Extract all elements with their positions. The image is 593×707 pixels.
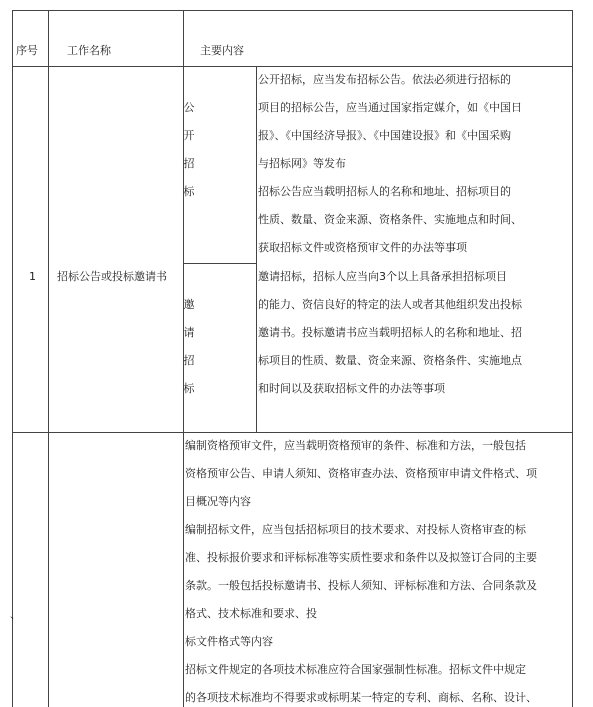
- sub2-line: 邀请招标，招标人应当向3个以上具备承担招标项目: [258, 270, 507, 283]
- sub2-line: 的能力、资信良好的特定的法人或者其他组织发出投标: [258, 298, 522, 311]
- row2-line: 资格预审公告、申请人须知、资格审查办法、资格预审申请文件格式、项: [185, 467, 537, 480]
- row2-line: 编制招标文件，应当包括招标项目的技术要求、对投标人资格审查的标: [185, 523, 526, 536]
- sub1-line: 获取招标文件或资格预审文件的办法等事项: [258, 241, 467, 254]
- row2-line: 准、投标报价要求和评标标准等实质性要求和条件以及拟签订合同的主要: [185, 551, 537, 564]
- col-divider-sublabel: [256, 66, 257, 432]
- row1-seq: 1: [29, 270, 36, 283]
- sub1-label-char: 开: [183, 129, 195, 142]
- row2-line: 招标文件规定的各项技术标准应符合国家强制性标准。招标文件中规定: [185, 663, 526, 676]
- sub1-line: 与招标网》等发布: [258, 157, 346, 170]
- sub2-line: 邀请书。投标邀请书应当载明招标人的名称和地址、招: [258, 326, 522, 339]
- subrow-divider: [183, 263, 256, 264]
- row1-name: 招标公告或投标邀请书: [57, 270, 167, 283]
- row2-mark: 、: [10, 608, 21, 621]
- table-left-border: [12, 10, 13, 707]
- sub2-label-char: 招: [183, 354, 195, 367]
- row2-line: 编制资格预审文件，应当载明资格预审的条件、标准和方法，一般包括: [185, 439, 526, 452]
- row2-line: 的各项技术标准均不得要求或标明某一特定的专利、商标、名称、设计、: [185, 691, 537, 704]
- row2-line: 格式、技术标准和要求、投: [185, 607, 317, 620]
- row2-line: 标文件格式等内容: [185, 635, 273, 648]
- sub1-label-char: 招: [183, 157, 195, 170]
- header-content: 主要内容: [200, 44, 244, 57]
- col-divider-seq: [48, 10, 49, 707]
- sub2-line: 和时间以及获取招标文件的办法等事项: [258, 382, 445, 395]
- sub1-line: 性质、数量、资金来源、资格条件、实施地点和时间、: [258, 213, 522, 226]
- sub1-line: 公开招标，应当发布招标公告。依法必须进行招标的: [258, 73, 511, 86]
- table-right-border: [572, 10, 573, 707]
- sub2-line: 标项目的性质、数量、资金来源、资格条件、实施地点: [258, 354, 522, 367]
- table-top-border: [12, 10, 572, 11]
- sub1-line: 招标公告应当载明招标人的名称和地址、招标项目的: [258, 185, 511, 198]
- sub2-label-char: 标: [183, 382, 195, 395]
- sub1-label-char: 标: [183, 185, 195, 198]
- sub1-label-char: 公: [183, 101, 195, 114]
- row2-line: 条款。一般包括投标邀请书、投标人须知、评标标准和方法、合同条款及: [185, 579, 537, 592]
- sub1-line: 报》、《中国经济导报》、《中国建设报》和《中国采购: [258, 129, 511, 142]
- sub2-label-char: 请: [183, 326, 195, 339]
- sub1-line: 项目的招标公告，应当通过国家指定媒介，如《中国日: [258, 101, 522, 114]
- header-bottom-border: [12, 66, 572, 67]
- header-seq: 序号: [16, 44, 38, 57]
- sub2-label-char: 邀: [183, 298, 195, 311]
- header-name: 工作名称: [67, 44, 111, 57]
- row1-bottom-border: [12, 432, 572, 433]
- row2-line: 目概况等内容: [185, 495, 251, 508]
